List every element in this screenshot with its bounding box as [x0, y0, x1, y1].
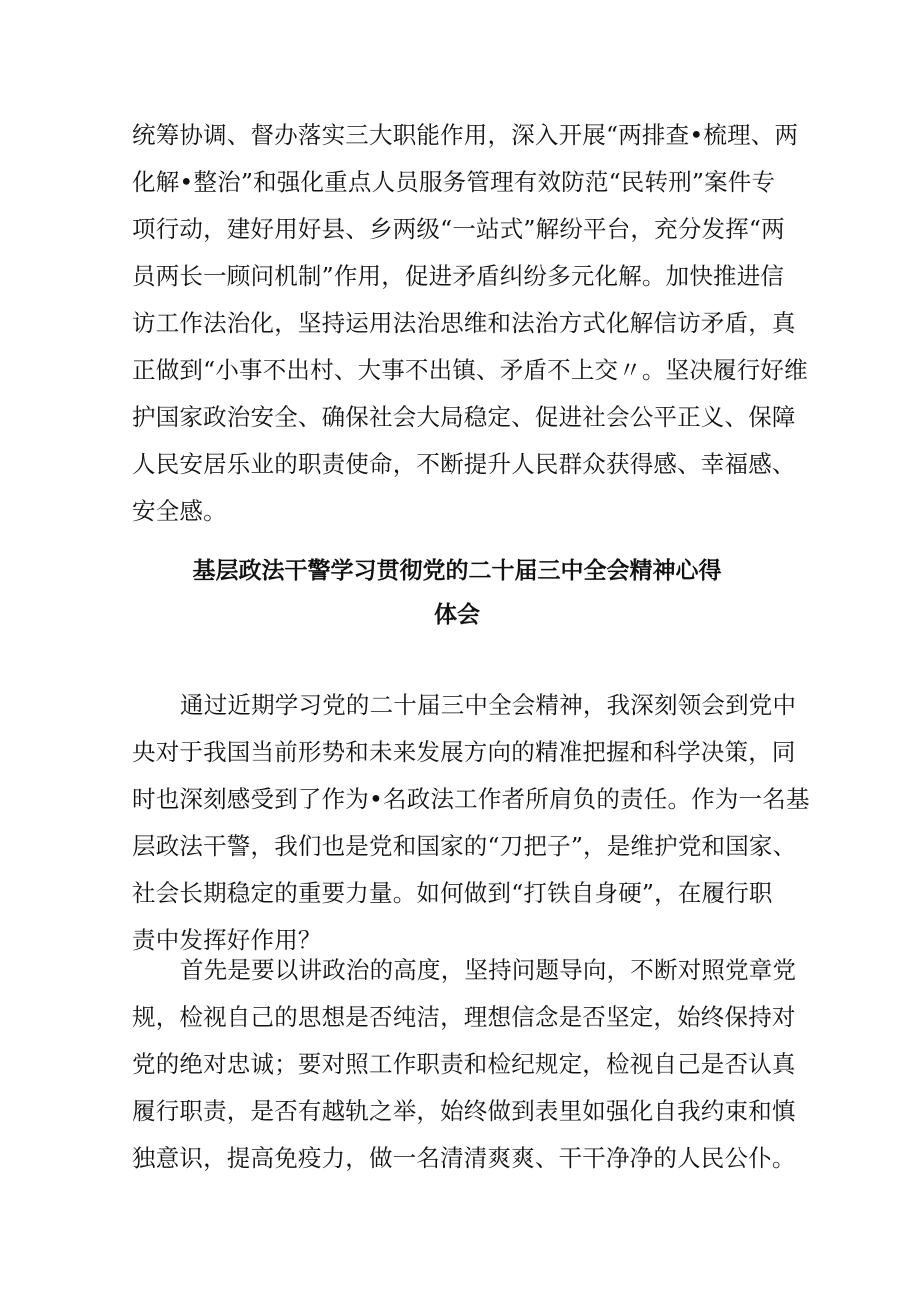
paragraph-line: 人民安居乐业的职责使命，不断提升人民群众获得感、幸福感、 [132, 450, 796, 478]
heading-line-2: 体会 [434, 602, 480, 628]
paragraph-line: 通过近期学习党的二十届三中全会精神，我深刻领会到党中 [180, 691, 797, 719]
paragraph-line: 时也深刻感受到了作为•名政法工作者所肩负的责任。作为一名基 [132, 785, 810, 813]
paragraph-line: 护国家政治安全、确保社会大局稳定、促进社会公平正义、保障 [132, 403, 796, 431]
paragraph-line: 独意识，提高免疫力，做一名清清爽爽、干干净净的人民公仆。 [132, 1144, 796, 1172]
paragraph-line: 央对于我国当前形势和未来发展方向的精准把握和科学决策，同 [132, 738, 796, 766]
paragraph-line: 正做到“小事不出村、大事不出镇、矛盾不上交〃。坚决履行好维 [132, 356, 808, 384]
paragraph-line: 履行职责，是否有越轨之举，始终做到表里如强化自我约束和慎 [132, 1097, 796, 1125]
paragraph-line: 层政法干警，我们也是党和国家的“刀把子”，是维护党和国家、 [132, 832, 797, 860]
paragraph-line: 首先是要以讲政治的高度，坚持问题导向，不断对照党章党 [180, 956, 797, 984]
paragraph-line: 项行动，建好用好县、乡两级“一站式”解纷平台，充分发挥“两 [132, 215, 785, 243]
paragraph-line: 安全感。 [132, 497, 227, 525]
paragraph-line: 责中发挥好作用？ [132, 926, 322, 954]
heading-line-1: 基层政法干警学习贯彻党的二十届三中全会精神心得 [192, 558, 722, 584]
paragraph-line: 员两长一顾问机制”作用，促进矛盾纠纷多元化解。加快推进信 [132, 262, 785, 290]
paragraph-line: 党的绝对忠诚；要对照工作职责和检纪规定，检视自己是否认真 [132, 1050, 796, 1078]
paragraph-line: 访工作法治化，坚持运用法治思维和法治方式化解信访矛盾，真 [132, 309, 796, 337]
paragraph-line: 社会长期稳定的重要力量。如何做到“打铁自身硬”，在履行职 [132, 879, 773, 907]
paragraph-line: 统筹协调、督办落实三大职能作用，深入开展“两排查•梳理、两 [132, 121, 799, 149]
paragraph-line: 化解•整治”和强化重点人员服务管理有效防范“民转刑”案件专 [132, 168, 776, 196]
paragraph-line: 规，检视自己的思想是否纯洁，理想信念是否坚定，始终保持对 [132, 1003, 796, 1031]
